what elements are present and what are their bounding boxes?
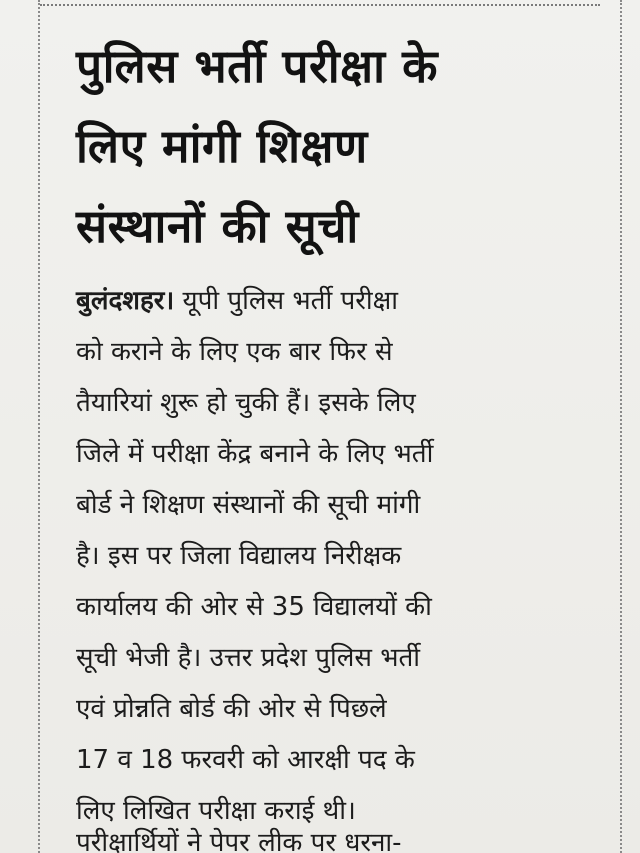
article-line-2: को कराने के लिए एक बार फिर से bbox=[76, 337, 393, 367]
dateline: बुलंदशहर। bbox=[76, 286, 175, 316]
article-line-5: बोर्ड ने शिक्षण संस्थानों की सूची मांगी bbox=[76, 490, 421, 520]
article-line-9: एवं प्रोन्नति बोर्ड की ओर से पिछले bbox=[76, 694, 387, 724]
article-line-4: जिले में परीक्षा केंद्र बनाने के लिए भर्ती bbox=[76, 439, 434, 469]
article-line-7: कार्यालय की ओर से 35 विद्यालयों की bbox=[76, 592, 432, 622]
right-column-rule bbox=[620, 0, 622, 853]
article-line-1-text: यूपी पुलिस भर्ती परीक्षा bbox=[182, 286, 398, 316]
headline bbox=[76, 26, 596, 266]
left-column-rule bbox=[38, 0, 40, 853]
article-cut-line: परीक्षार्थियों ने पेपर लीक पर धरना- bbox=[76, 828, 402, 853]
top-dotted-border bbox=[40, 4, 600, 6]
article-body bbox=[76, 276, 610, 837]
headline-line-2: लिए मांगी शिक्षण bbox=[76, 119, 368, 173]
article-line-10: 17 व 18 फरवरी को आरक्षी पद के bbox=[76, 745, 415, 775]
article-line-8: सूची भेजी है। उत्तर प्रदेश पुलिस भर्ती bbox=[76, 643, 421, 673]
article-line-6: है। इस पर जिला विद्यालय निरीक्षक bbox=[76, 541, 402, 571]
headline-line-1: पुलिस भर्ती परीक्षा के bbox=[76, 39, 438, 93]
article-line-3: तैयारियां शुरू हो चुकी हैं। इसके लिए bbox=[76, 388, 416, 418]
article-line-11: लिए लिखित परीक्षा कराई थी। bbox=[76, 796, 356, 826]
article-line-1 bbox=[76, 276, 610, 327]
headline-line-3: संस्थानों की सूची bbox=[76, 199, 359, 253]
